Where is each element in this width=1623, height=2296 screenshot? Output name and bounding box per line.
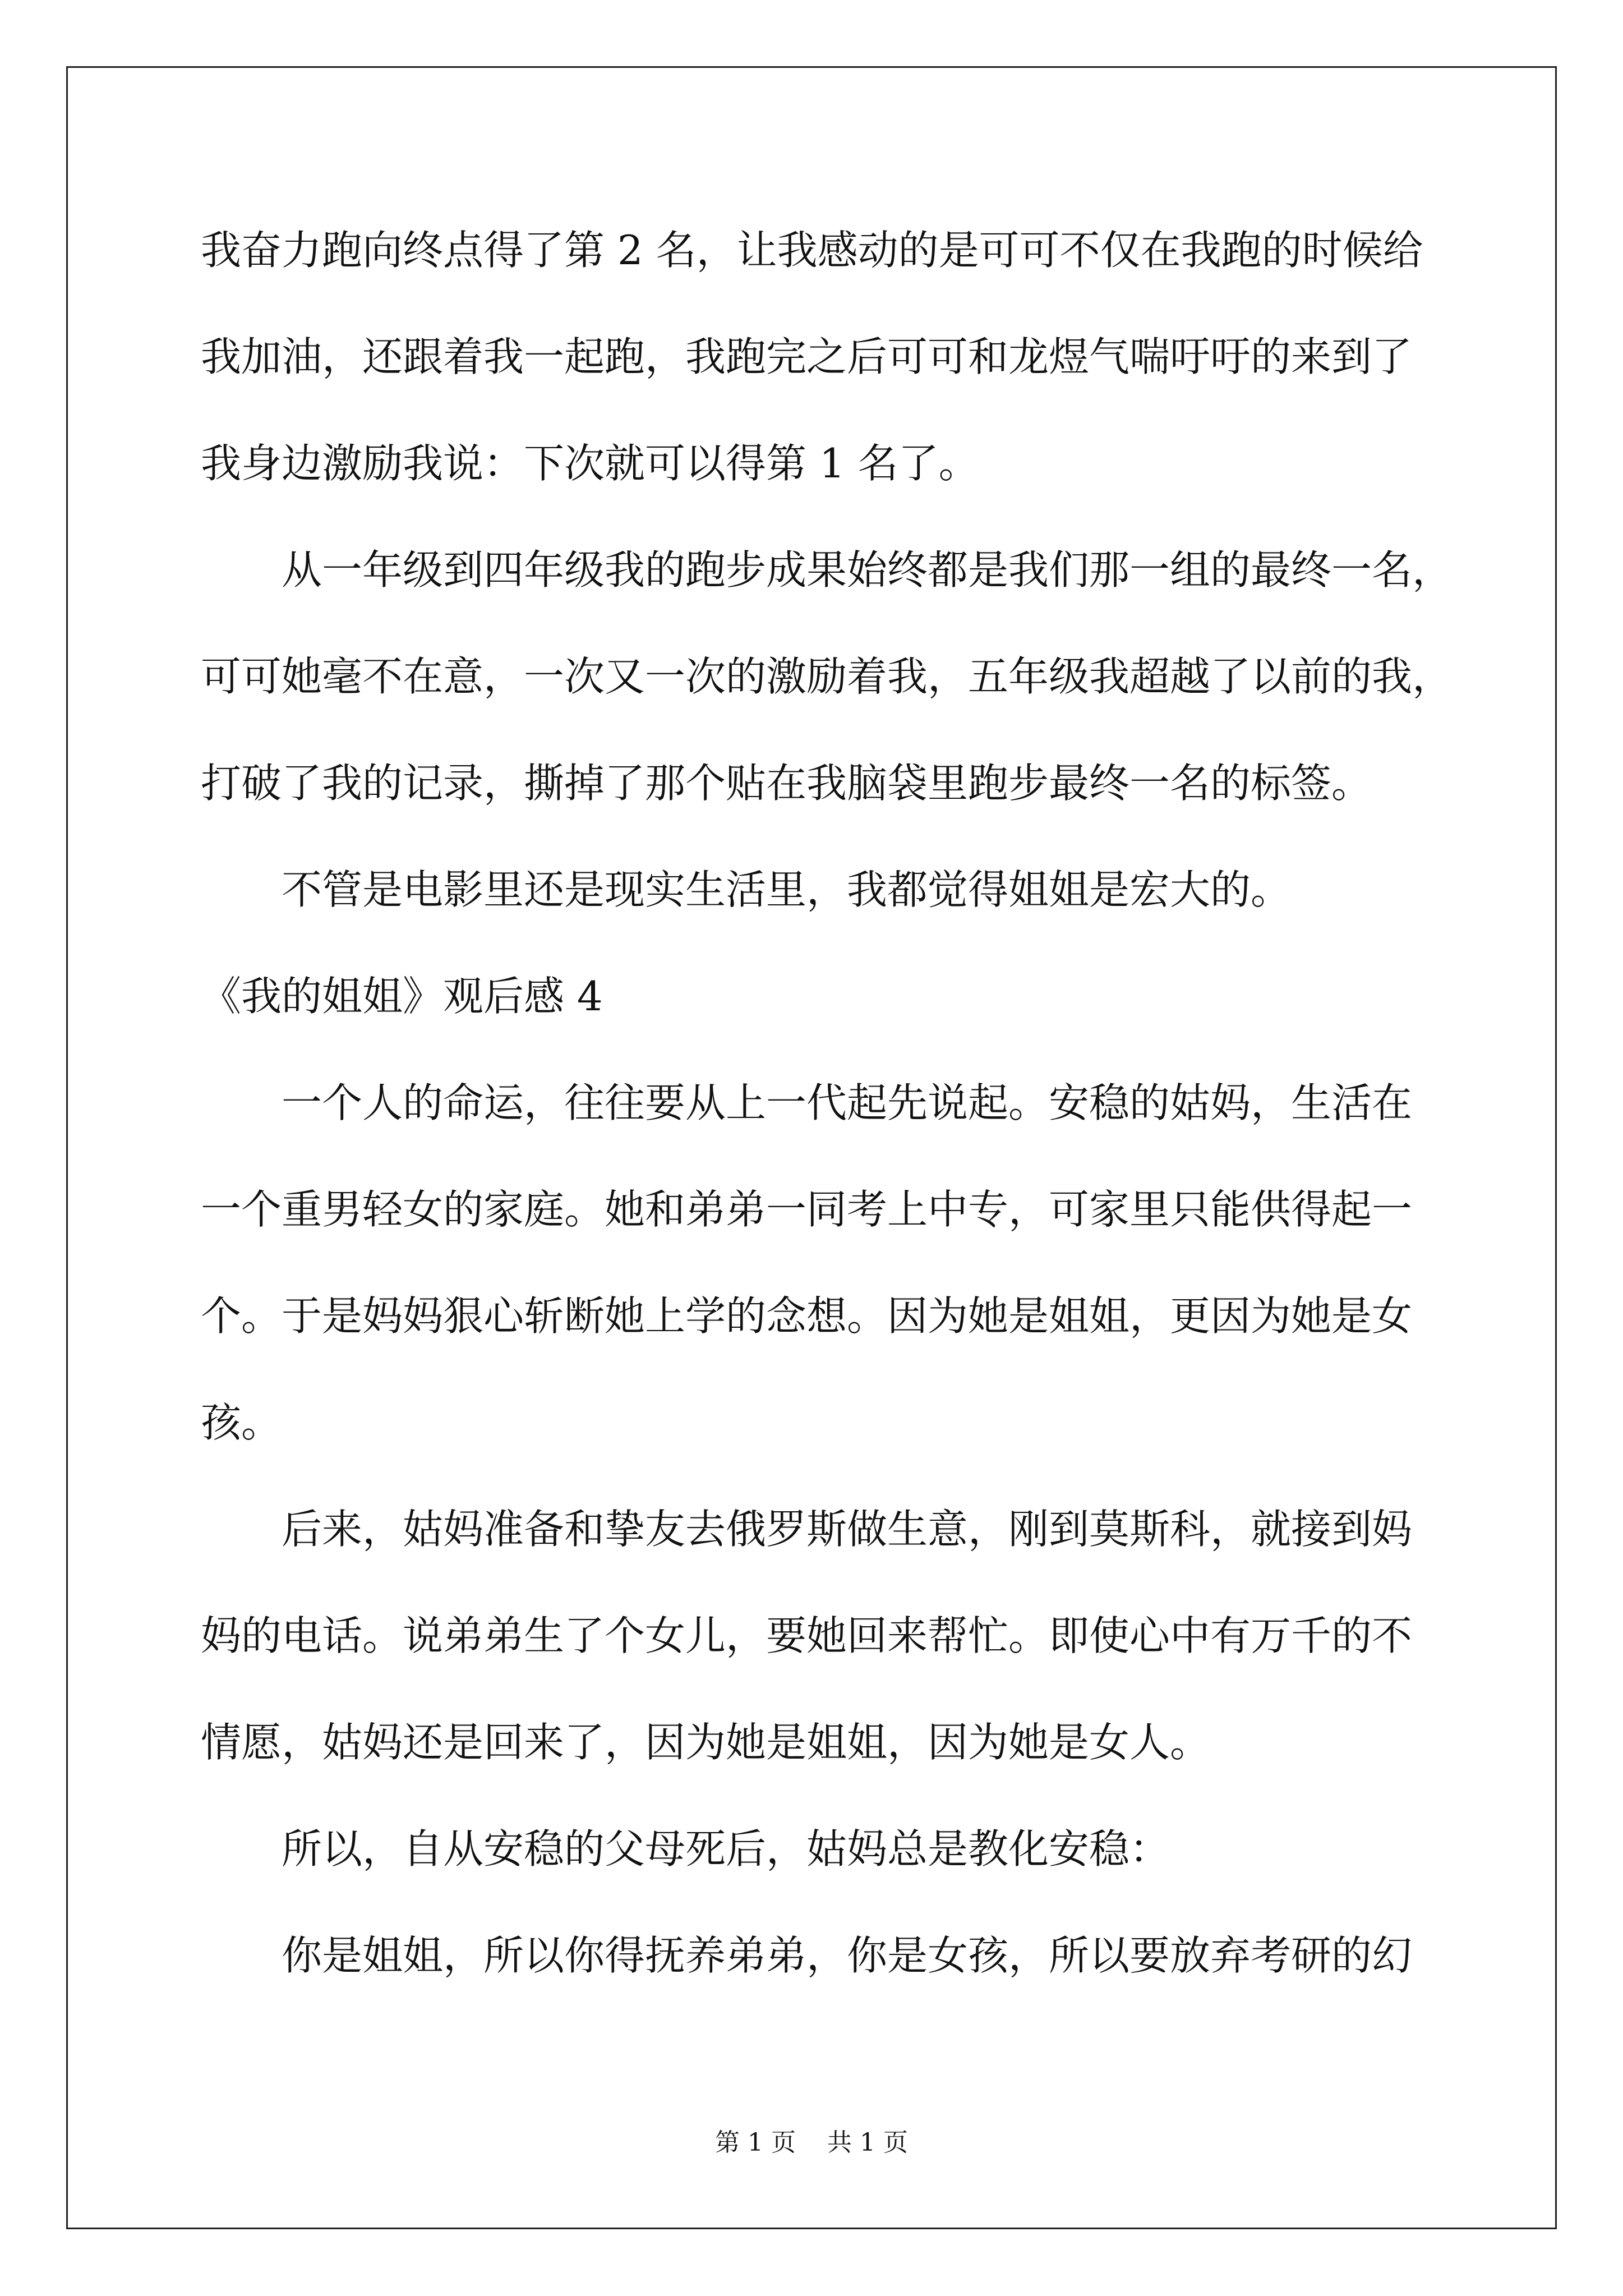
text-line: 孩。: [201, 1399, 282, 1446]
document-body: [201, 208, 1453, 2020]
text-line: 我身边激励我说：下次就可以得第 1 名了。: [201, 440, 979, 487]
text-line: 一个人的命运，往往要从上一代起先说起。安稳的姑妈，生活在: [282, 1079, 1413, 1126]
text-line: 可可她毫不在意，一次又一次的激励着我，五年级我超越了以前的我，: [201, 653, 1453, 700]
text-line: 你是姐姐，所以你得抚养弟弟，你是女孩，所以要放弃考研的幻: [282, 1932, 1413, 1979]
text-line: 《我的姐姐》观后感 4: [201, 973, 603, 1020]
text-line: 后来，姑妈准备和挚友去俄罗斯做生意，刚到莫斯科，就接到妈: [282, 1506, 1413, 1553]
text-line: 一个重男轻女的家庭。她和弟弟一同考上中专，可家里只能供得起一: [201, 1186, 1413, 1233]
page-number-total: 共 1 页: [827, 2128, 908, 2157]
text-line: 所以，自从安稳的父母死后，姑妈总是教化安稳：: [282, 1825, 1170, 1872]
text-line: 我奋力跑向终点得了第 2 名，让我感动的是可可不仅在我跑的时候给: [201, 227, 1423, 274]
text-line: 我加油，还跟着我一起跑，我跑完之后可可和龙煜气喘吁吁的来到了: [201, 333, 1413, 380]
text-line: 情愿，姑妈还是回来了，因为她是姐姐，因为她是女人。: [201, 1719, 1211, 1766]
page-footer: [0, 2126, 1623, 2160]
text-line: 打破了我的记录，撕掉了那个贴在我脑袋里跑步最终一名的标签。: [201, 760, 1372, 807]
text-line: 妈的电话。说弟弟生了个女儿，要她回来帮忙。即使心中有万千的不: [201, 1612, 1413, 1659]
text-line: 不管是电影里还是现实生活里，我都觉得姐姐是宏大的。: [282, 866, 1292, 913]
text-line: 个。于是妈妈狠心斩断她上学的念想。因为她是姐姐，更因为她是女: [201, 1292, 1413, 1340]
page-number-current: 第 1 页: [715, 2128, 796, 2157]
text-line: 从一年级到四年级我的跑步成果始终都是我们那一组的最终一名，: [282, 546, 1453, 593]
